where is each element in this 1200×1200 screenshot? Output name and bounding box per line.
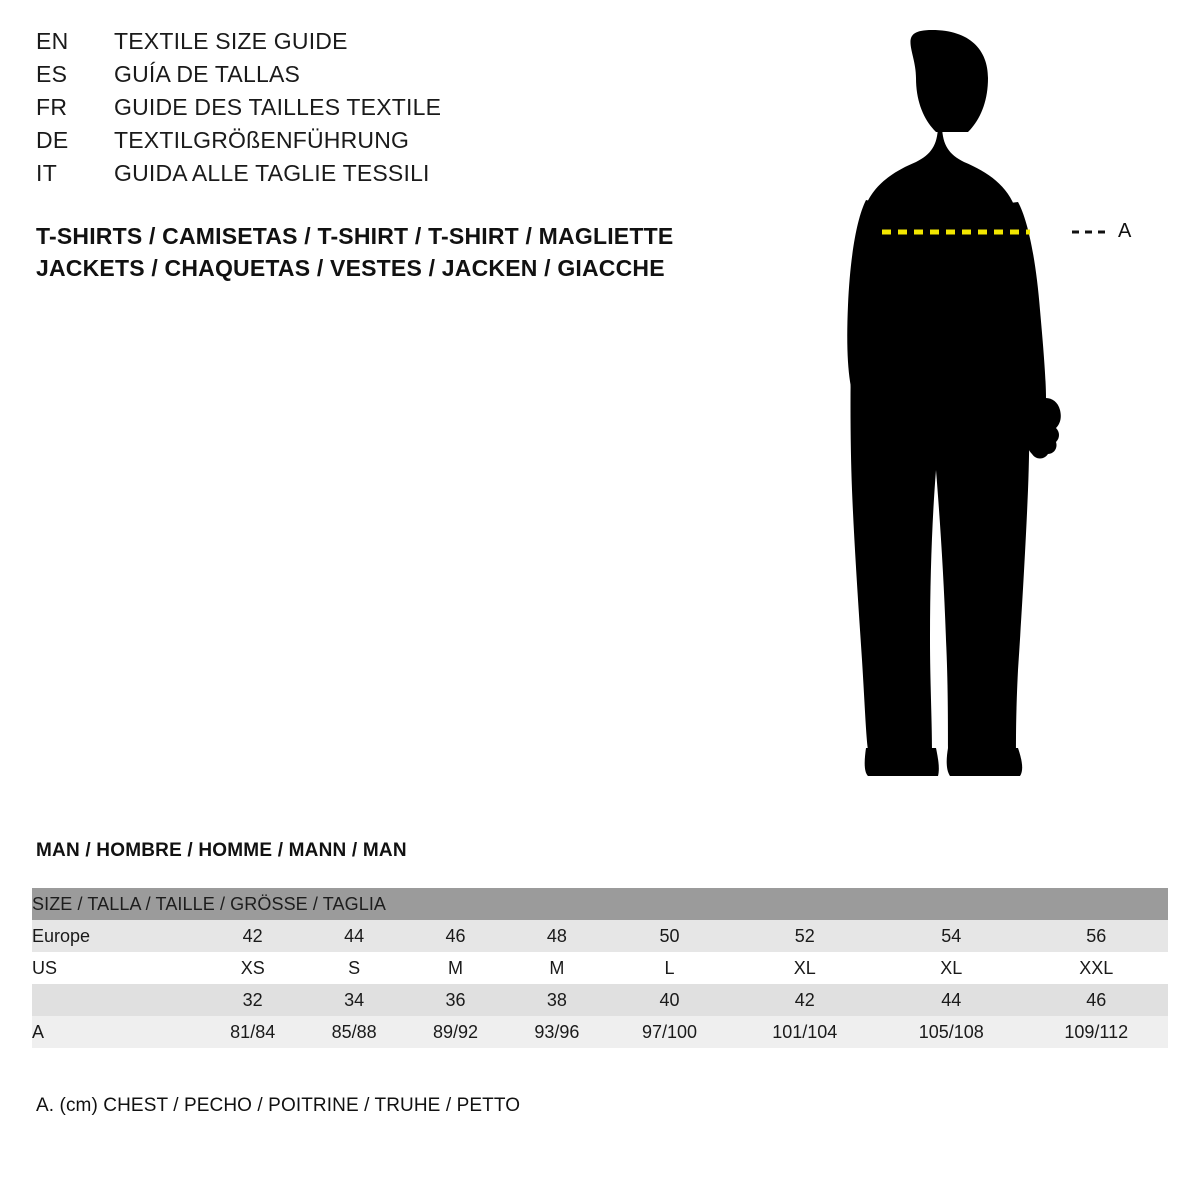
row-label-europe: Europe [32,920,202,952]
cell-europe-2: 46 [405,920,506,952]
language-title: TEXTILE SIZE GUIDE [114,28,348,54]
table-header-row [32,888,1168,920]
language-code: ES [36,61,68,87]
cell-us-0: XS [202,952,303,984]
cell-a-7: 109/112 [1024,1016,1168,1048]
cell-a-3: 93/96 [506,1016,607,1048]
cell-europe-6: 54 [878,920,1024,952]
language-row [36,127,756,160]
language-code: IT [36,160,58,186]
language-code: FR [36,94,68,120]
cell-us-1: S [303,952,404,984]
language-code: DE [36,127,69,153]
language-row [36,28,756,61]
language-row [36,160,756,193]
cell-a-4: 97/100 [608,1016,732,1048]
cell-numeric-6: 44 [878,984,1024,1016]
cell-a-5: 101/104 [732,1016,878,1048]
language-list [36,28,756,193]
cell-europe-0: 42 [202,920,303,952]
size-table [32,888,1168,1048]
cell-numeric-5: 42 [732,984,878,1016]
cell-europe-3: 48 [506,920,607,952]
cell-a-6: 105/108 [878,1016,1024,1048]
cell-numeric-7: 46 [1024,984,1168,1016]
language-code: EN [36,28,69,54]
cell-us-6: XL [878,952,1024,984]
cell-europe-5: 52 [732,920,878,952]
cell-europe-7: 56 [1024,920,1168,952]
table-row [32,1016,1168,1048]
cell-numeric-0: 32 [202,984,303,1016]
cell-us-5: XL [732,952,878,984]
language-title: GUIDE DES TAILLES TEXTILE [114,94,442,120]
cell-a-1: 85/88 [303,1016,404,1048]
row-label-a: A [32,1016,202,1048]
cell-europe-1: 44 [303,920,404,952]
cell-us-4: L [608,952,732,984]
row-label-us: US [32,952,202,984]
table-header-label: SIZE / TALLA / TAILLE / GRÖSSE / TAGLIA [32,888,1168,920]
silhouette-svg [820,20,1180,790]
table-section-title: MAN / HOMBRE / HOMME / MANN / MAN [36,840,407,861]
cell-numeric-2: 36 [405,984,506,1016]
table-row [32,920,1168,952]
language-row [36,61,756,94]
body-silhouette-figure [820,20,1180,790]
cell-us-7: XXL [1024,952,1168,984]
language-title: GUÍA DE TALLAS [114,61,301,87]
measure-label-a: A [1118,220,1132,242]
row-label-numeric [32,984,202,1016]
cell-europe-4: 50 [608,920,732,952]
language-row [36,94,756,127]
cell-numeric-1: 34 [303,984,404,1016]
cell-a-2: 89/92 [405,1016,506,1048]
garment-types [36,220,796,284]
cell-us-2: M [405,952,506,984]
garment-line-tshirts: T-SHIRTS / CAMISETAS / T-SHIRT / T-SHIRT / MAGLIETTE [36,223,674,249]
language-title: GUIDA ALLE TAGLIE TESSILI [114,160,430,186]
cell-us-3: M [506,952,607,984]
table-row [32,952,1168,984]
footnote-chest: A. (cm) CHEST / PECHO / POITRINE / TRUHE / PETTO [36,1095,521,1116]
cell-numeric-3: 38 [506,984,607,1016]
cell-a-0: 81/84 [202,1016,303,1048]
cell-numeric-4: 40 [608,984,732,1016]
garment-line-jackets: JACKETS / CHAQUETAS / VESTES / JACKEN / GIACCHE [36,255,665,281]
table-row [32,984,1168,1016]
language-title: TEXTILGRÖßENFÜHRUNG [114,127,410,153]
